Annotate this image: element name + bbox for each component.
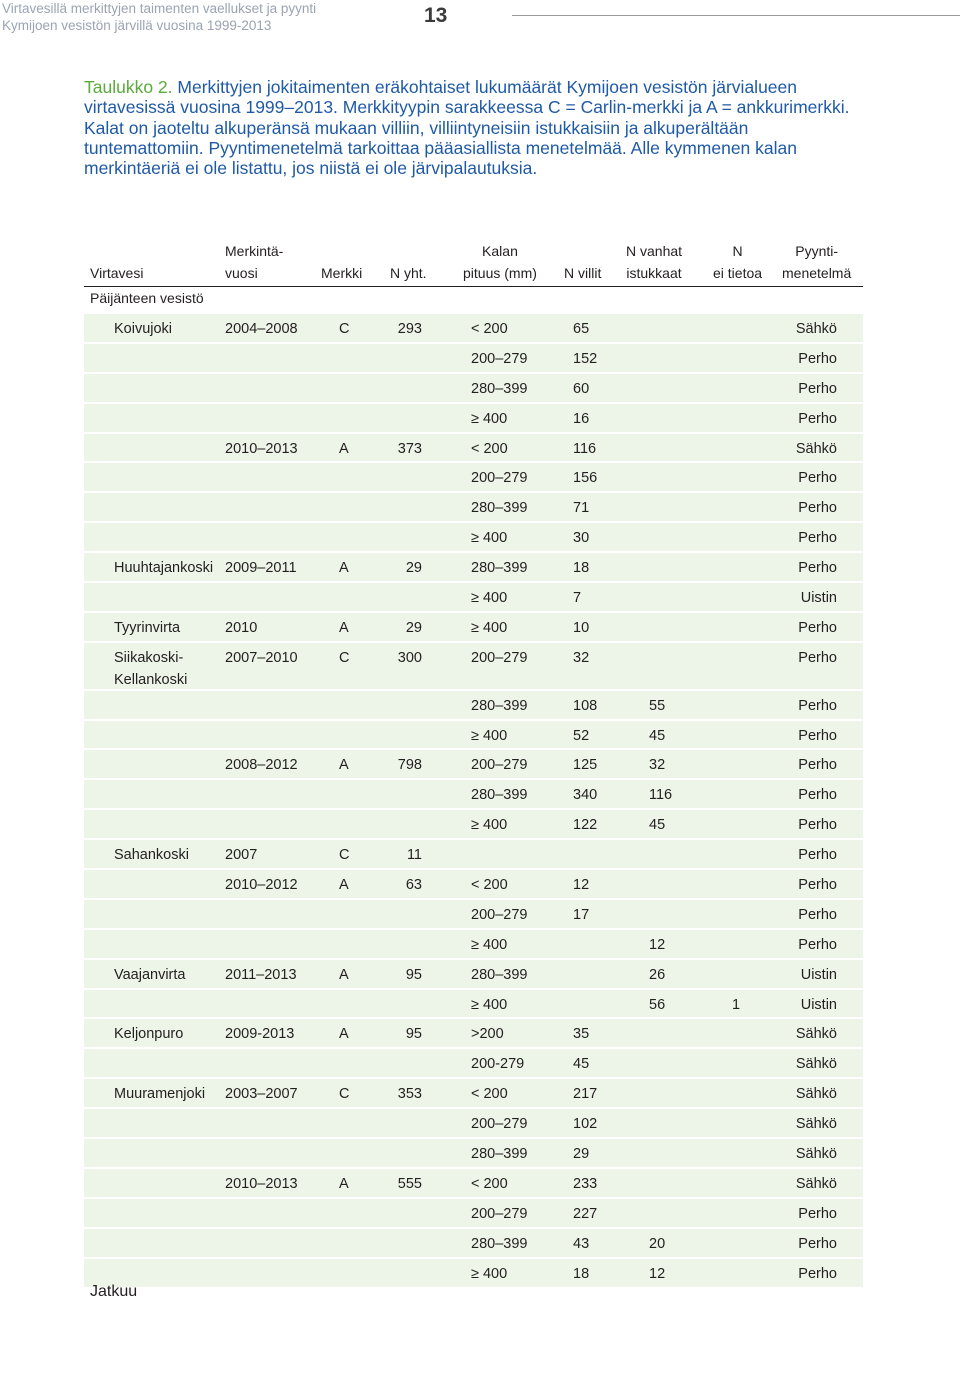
cell-n-wild: 32 [573,649,590,666]
cell-method: Perho [798,727,837,744]
cell-n-wild: 108 [573,697,598,714]
cell-year: 2010–2013 [225,1175,298,1192]
cell-n-total: 29 [405,619,422,636]
cell-year: 2009-2013 [225,1026,295,1043]
cell-n-total: 11 [406,847,422,864]
page-number: 13 [424,4,448,27]
cell-year: 2010 [225,619,258,636]
table-row [84,930,863,960]
table-section-heading: Päijänteen vesistö [84,287,863,314]
cell-mark: A [339,560,349,577]
cell-n-wild: 227 [573,1205,598,1222]
cell-n-wild: 7 [573,590,582,607]
col-header-n-old-line-1: N vanhat [626,243,683,259]
cell-n-wild: 340 [573,787,598,804]
table-row [84,523,863,553]
table-row [84,493,863,523]
col-header-n-wild: N villit [564,265,602,281]
cell-method: Perho [798,757,837,774]
cell-n-wild: 45 [573,1056,590,1073]
cell-length: 200–279 [471,649,528,666]
col-header-method-line-1: Pyynti- [795,243,839,259]
cell-mark: A [339,619,349,636]
table-row [84,691,863,721]
cell-mark: A [339,966,349,983]
cell-length: ≥ 400 [471,936,508,953]
cell-n-wild: 18 [573,1265,590,1282]
cell-method: Sähkö [795,1026,837,1043]
cell-length: ≥ 400 [471,817,508,834]
table-row [84,1259,863,1289]
table-row [84,463,863,493]
cell-method: Perho [798,697,837,714]
table-row [84,810,863,840]
cell-n-old: 12 [649,1265,666,1282]
table-row [84,900,863,930]
cell-site: Sahankoski [114,847,189,864]
cell-mark: C [339,321,350,337]
cell-n-total: 353 [397,1086,422,1103]
col-header-length [463,240,537,284]
cell-n-old: 12 [649,936,666,953]
cell-method: Perho [798,906,837,923]
cell-site: Tyyrinvirta [114,619,181,636]
cell-n-old: 26 [649,966,666,983]
table-caption [84,77,864,178]
cell-n-wild: 35 [573,1026,590,1043]
cell-method: Perho [798,877,837,894]
col-header-n-unknown-line-1: N [732,243,743,259]
cell-length: 200-279 [471,1056,525,1073]
cell-n-old: 45 [649,817,666,834]
col-header-year-line-1: Merkintä- [225,243,284,259]
cell-method: Perho [798,787,837,804]
col-header-n-unknown [713,240,762,284]
table-header [84,238,863,287]
cell-length: ≥ 400 [471,996,508,1013]
cell-n-wild: 12 [573,877,590,894]
cell-mark: C [339,649,350,666]
table-caption-label: Taulukko 2. [84,77,173,97]
table-row [84,1169,863,1199]
cell-length: >200 [471,1026,504,1043]
cell-site: Koivujoki [114,321,173,337]
cell-n-wild: 43 [573,1235,590,1252]
cell-length: 200–279 [471,1116,528,1133]
cell-site: Siikakoski- [114,649,184,666]
cell-site-line-2: Kellankoski [114,671,188,688]
running-title-line-1: Virtavesillä merkittyjen taimenten vaellukset ja pyynti [2,1,317,16]
cell-year: 2003–2007 [225,1086,298,1103]
table-row [84,583,863,613]
cell-length: 200–279 [471,470,528,487]
cell-method: Perho [798,530,837,547]
cell-method: Perho [798,936,837,953]
cell-length: ≥ 400 [471,530,508,547]
cell-length: 280–399 [471,380,528,397]
cell-site: Huuhtajankoski [114,560,214,577]
table-row [84,750,863,780]
table-row [84,990,863,1020]
cell-year: 2010–2012 [225,877,298,894]
cell-method: Perho [798,817,837,834]
cell-length: 200–279 [471,906,528,923]
cell-n-wild: 233 [573,1175,598,1192]
col-header-length-line-1: Kalan [482,243,518,259]
table-row [84,960,863,990]
table-row [84,344,863,374]
cell-n-wild: 29 [573,1146,590,1163]
cell-mark: A [339,1175,349,1192]
cell-length: < 200 [471,321,508,337]
cell-year: 2008–2012 [225,757,298,774]
cell-n-wild: 156 [573,470,598,487]
col-header-method-line-2: menetelmä [782,265,852,281]
cell-method: Perho [798,350,837,367]
col-header-year [225,240,283,284]
cell-length: < 200 [471,440,508,457]
cell-length: ≥ 400 [471,1265,508,1282]
running-header [2,0,402,34]
cell-n-wild: 152 [573,350,598,367]
cell-year: 2010–2013 [225,440,298,457]
cell-length: 200–279 [471,757,528,774]
table-row [84,1139,863,1169]
cell-n-unknown: 1 [732,996,741,1013]
cell-n-old: 45 [649,727,666,744]
table-row [84,314,863,344]
col-header-mark: Merkki [321,265,363,281]
cell-n-old: 55 [649,697,666,714]
cell-year: 2011–2013 [225,966,297,983]
cell-n-wild: 116 [573,440,597,457]
cell-method: Sähkö [795,1175,837,1192]
cell-method: Perho [798,1265,837,1282]
table-row [84,1019,863,1049]
cell-length: ≥ 400 [471,410,508,427]
cell-length: 200–279 [471,350,528,367]
cell-length: 280–399 [471,787,528,804]
cell-length: ≥ 400 [471,590,508,607]
cell-method: Uistin [800,996,837,1013]
table-row [84,1229,863,1259]
cell-length: 280–399 [471,500,528,517]
col-header-n-unknown-line-2: ei tietoa [713,265,763,281]
cell-n-old: 20 [649,1235,666,1252]
cell-length: 200–279 [471,1205,528,1222]
table-row [84,1109,863,1139]
cell-n-wild: 65 [573,321,590,337]
table-caption-text: Merkittyjen jokitaimenten eräkohtaiset lukumäärät Kymijoen vesistön järvialueen virtavesissä vuosina 1999–2013. Merkkityypin sarakkeessa C = Carlin-merkki ja A = ankkurimerkki. Kalat on jaoteltu alkuperänsä mukaan villiin, villiintyneisiin istukkaisiin ja alkuperältään tuntemattomiin. Pyyntimenetelmä tarkoittaa pääasiallista menetelmää. Alle kymmenen kalan merkintäeriä ei ole listattu, jos niistä ei ole järvipalautuksia. [84,77,850,179]
table-row [84,721,863,751]
cell-site: Muuramenjoki [114,1086,206,1103]
col-header-n-old-line-2: istukkaat [626,265,682,281]
cell-site: Keljonpuro [114,1026,184,1043]
header-divider [512,15,960,16]
cell-method: Sähkö [795,1116,837,1133]
cell-length: < 200 [471,1175,508,1192]
table-row [84,1079,863,1109]
cell-method: Sähkö [795,1146,837,1163]
cell-length: ≥ 400 [471,619,508,636]
table-row [84,840,863,870]
cell-method: Perho [798,500,837,517]
cell-n-total: 63 [405,877,422,894]
table-row [84,1049,863,1079]
cell-mark: A [339,1026,349,1043]
table-row [84,870,863,900]
cell-method: Perho [798,1205,837,1222]
cell-n-total: 555 [397,1175,422,1192]
cell-n-wild: 122 [573,817,598,834]
cell-method: Perho [798,410,837,427]
running-title-line-2: Kymijoen vesistön järvillä vuosina 1999-2013 [2,18,272,33]
table-row [84,553,863,583]
cell-method: Perho [798,847,837,864]
cell-year: 2009–2011 [225,560,297,577]
cell-n-total: 798 [397,757,422,774]
cell-length: 280–399 [471,1146,528,1163]
table-row [84,613,863,643]
cell-n-total: 293 [397,321,422,337]
cell-n-wild: 52 [573,727,590,744]
col-header-length-line-2: pituus (mm) [463,265,537,281]
cell-method: Uistin [800,590,837,607]
cell-n-old: 32 [649,757,666,774]
cell-n-wild: 71 [573,500,590,517]
cell-length: ≥ 400 [471,727,508,744]
col-header-method [782,240,851,284]
cell-n-total: 300 [397,649,422,666]
table-row [84,780,863,810]
cell-length: < 200 [471,1086,508,1103]
cell-method: Uistin [800,966,837,983]
table-row [84,374,863,404]
table-row [84,404,863,434]
col-header-site: Virtavesi [90,265,144,281]
cell-n-wild: 18 [573,560,590,577]
cell-n-total: 95 [405,1026,422,1043]
table-row [84,643,863,691]
table-row [84,1199,863,1229]
cell-mark: A [339,757,349,774]
table-body [84,314,863,1289]
col-header-n-total: N yht. [390,265,427,281]
table-row [84,434,863,464]
cell-n-wild: 102 [573,1116,598,1133]
cell-n-wild: 125 [573,757,598,774]
cell-year: 2007 [225,847,258,864]
cell-method: Sähkö [795,1056,837,1073]
continued-label: Jatkuu [90,1283,138,1300]
cell-n-wild: 60 [573,380,590,397]
cell-n-total: 95 [405,966,422,983]
cell-mark: C [339,847,350,864]
cell-method: Perho [798,1235,837,1252]
cell-length: < 200 [471,877,508,894]
cell-method: Sähkö [795,321,837,337]
cell-method: Sähkö [795,1086,837,1103]
cell-method: Perho [798,470,837,487]
cell-n-wild: 30 [573,530,590,547]
cell-method: Perho [798,560,837,577]
cell-n-wild: 16 [573,410,590,427]
cell-length: 280–399 [471,697,528,714]
cell-n-total: 373 [397,440,422,457]
cell-method: Perho [798,649,837,666]
col-header-n-old [626,240,682,284]
cell-n-total: 29 [405,560,422,577]
cell-n-old: 56 [649,996,666,1013]
cell-length: 280–399 [471,1235,528,1252]
cell-length: 280–399 [471,560,528,577]
col-header-year-line-2: vuosi [225,265,258,281]
cell-mark: A [339,877,349,894]
cell-length: 280–399 [471,966,528,983]
cell-method: Sähkö [795,440,837,457]
cell-method: Perho [798,380,837,397]
cell-n-wild: 17 [573,906,590,923]
cell-n-wild: 10 [573,619,590,636]
cell-site: Vaajanvirta [114,966,186,983]
cell-mark: A [339,440,349,457]
cell-n-wild: 217 [573,1086,598,1103]
cell-method: Perho [798,619,837,636]
cell-n-old: 116 [649,787,673,804]
cell-year: 2004–2008 [225,321,298,337]
cell-mark: C [339,1086,350,1103]
data-table [84,238,863,1289]
cell-year: 2007–2010 [225,649,298,666]
